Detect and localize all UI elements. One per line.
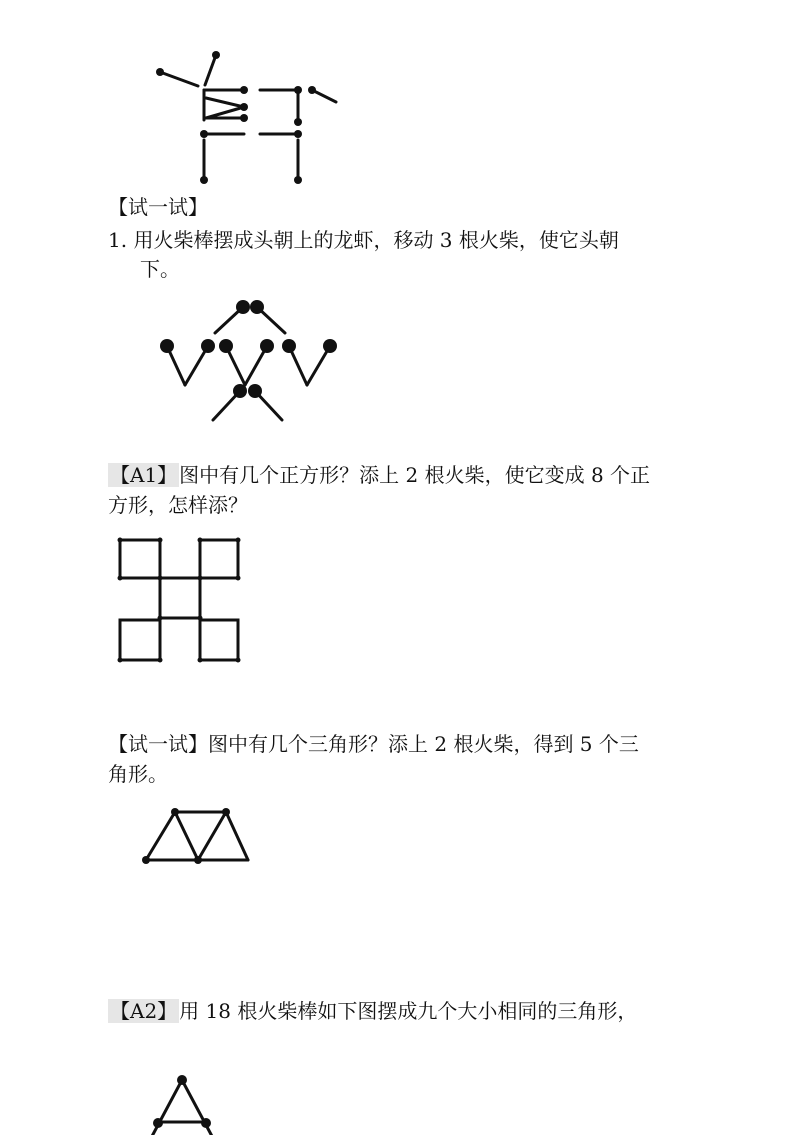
top-figure-sticks [160, 55, 336, 180]
a2-tag: 【A2】 [110, 999, 178, 1023]
try2-heading: 【试一试】 [108, 732, 208, 756]
a1-line1-text: 图中有几个正方形？添上 2 根火柴，使它变成 8 个正 [179, 463, 651, 487]
try1-question-line2: 下。 [140, 257, 180, 281]
try1-question-line1: 1. 用火柴棒摆成头朝上的龙虾，移动 3 根火柴，使它头朝 [108, 228, 619, 252]
triangles-figure [0, 800, 800, 880]
a1-question-line1 [108, 460, 650, 490]
big-triangle-heads [153, 1075, 211, 1128]
try1-heading: 【试一试】 [108, 195, 208, 219]
a1-question-line2: 方形，怎样添？ [108, 493, 248, 517]
squares-heads [118, 538, 241, 663]
big-triangle-figure [0, 1065, 800, 1135]
try2-question-line2: 角形。 [108, 762, 168, 786]
a1-tag: 【A1】 [110, 463, 178, 487]
lobster-sticks [167, 307, 330, 420]
try2-line1-text: 图中有几个三角形？添上 2 根火柴，得到 5 个三 [208, 732, 639, 756]
a2-line1-text: 用 18 根火柴棒如下图摆成九个大小相同的三角形， [179, 999, 638, 1023]
lobster-figure [0, 290, 800, 430]
a2-question-line1 [108, 996, 637, 1026]
try2-question-line1 [108, 729, 639, 759]
squares-sticks [120, 540, 238, 660]
squares-figure [0, 530, 800, 670]
matchstick-figure-top [0, 0, 800, 200]
triangles-sticks [146, 812, 248, 860]
